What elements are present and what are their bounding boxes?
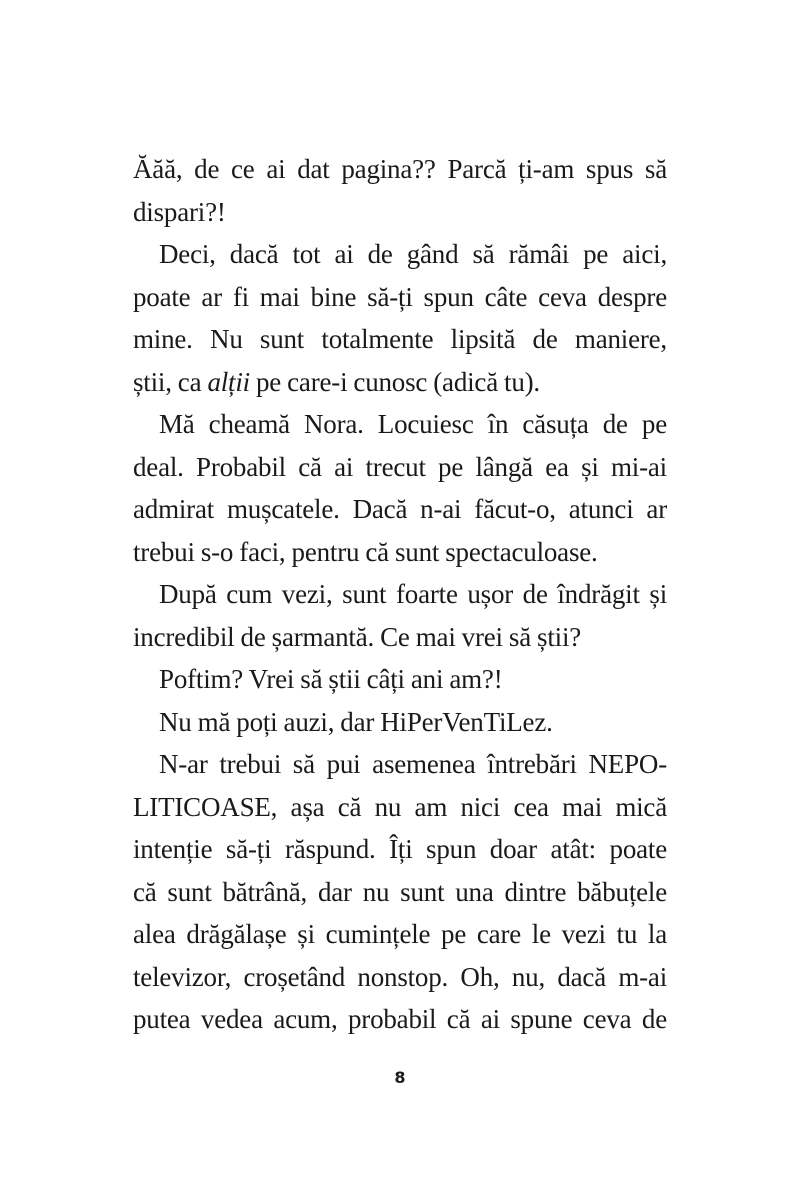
text-line: Nu mă poți auzi, dar HiPerVenTiLez.	[159, 706, 553, 737]
text-line: N-ar trebui să pui asemenea întrebări NEPO-	[159, 749, 667, 779]
text-line: alea drăgălașe și cumințele pe care le vezi tu la	[133, 919, 667, 949]
text-line: mine. Nu sunt totalmente lipsită de maniere,	[133, 324, 667, 354]
text-line: incredibil de șarmantă. Ce mai vrei să știi?	[133, 621, 582, 652]
text-line: că sunt bătrână, dar nu sunt una dintre băbuțele	[133, 876, 667, 907]
text-line: putea vedea acum, probabil că ai spune ceva de	[133, 1004, 667, 1034]
text-line: După cum vezi, sunt foarte ușor de îndrăgit și	[159, 579, 667, 609]
page-number: 8	[394, 1068, 406, 1087]
text-line: Ăăă, de ce ai dat pagina?? Parcă ți-am spus să	[133, 154, 667, 184]
body-text	[133, 148, 667, 1041]
text-line: intenție să-ți răspund. Îți spun doar atât: poate	[133, 834, 667, 864]
text-line: admirat mușcatele. Dacă n-ai făcut-o, atunci ar	[133, 494, 667, 524]
text-line: trebui s-o faci, pentru că sunt spectaculoase.	[133, 536, 598, 567]
text-segment: pe care-i cunosc (adică tu).	[249, 366, 540, 397]
text-line: dispari?!	[133, 196, 226, 227]
text-line: poate ar fi mai bine să-ți spun câte ceva despre	[133, 281, 667, 312]
text-line: Mă cheamă Nora. Locuiesc în căsuța de pe	[159, 409, 667, 439]
emphasized-word: alții	[207, 366, 250, 397]
text-line: Deci, dacă tot ai de gând să rămâi pe aici,	[159, 239, 667, 269]
text-line: LITICOASE, așa că nu am nici cea mai mică	[133, 791, 667, 822]
text-line: deal. Probabil că ai trecut pe lângă ea și mi-ai	[133, 451, 667, 482]
text-segment: știi, ca	[133, 366, 208, 397]
text-line: televizor, croșetând nonstop. Oh, nu, dacă m-ai	[133, 961, 667, 992]
text-line	[133, 361, 667, 404]
text-line: Poftim? Vrei să știi câți ani am?!	[159, 664, 503, 694]
